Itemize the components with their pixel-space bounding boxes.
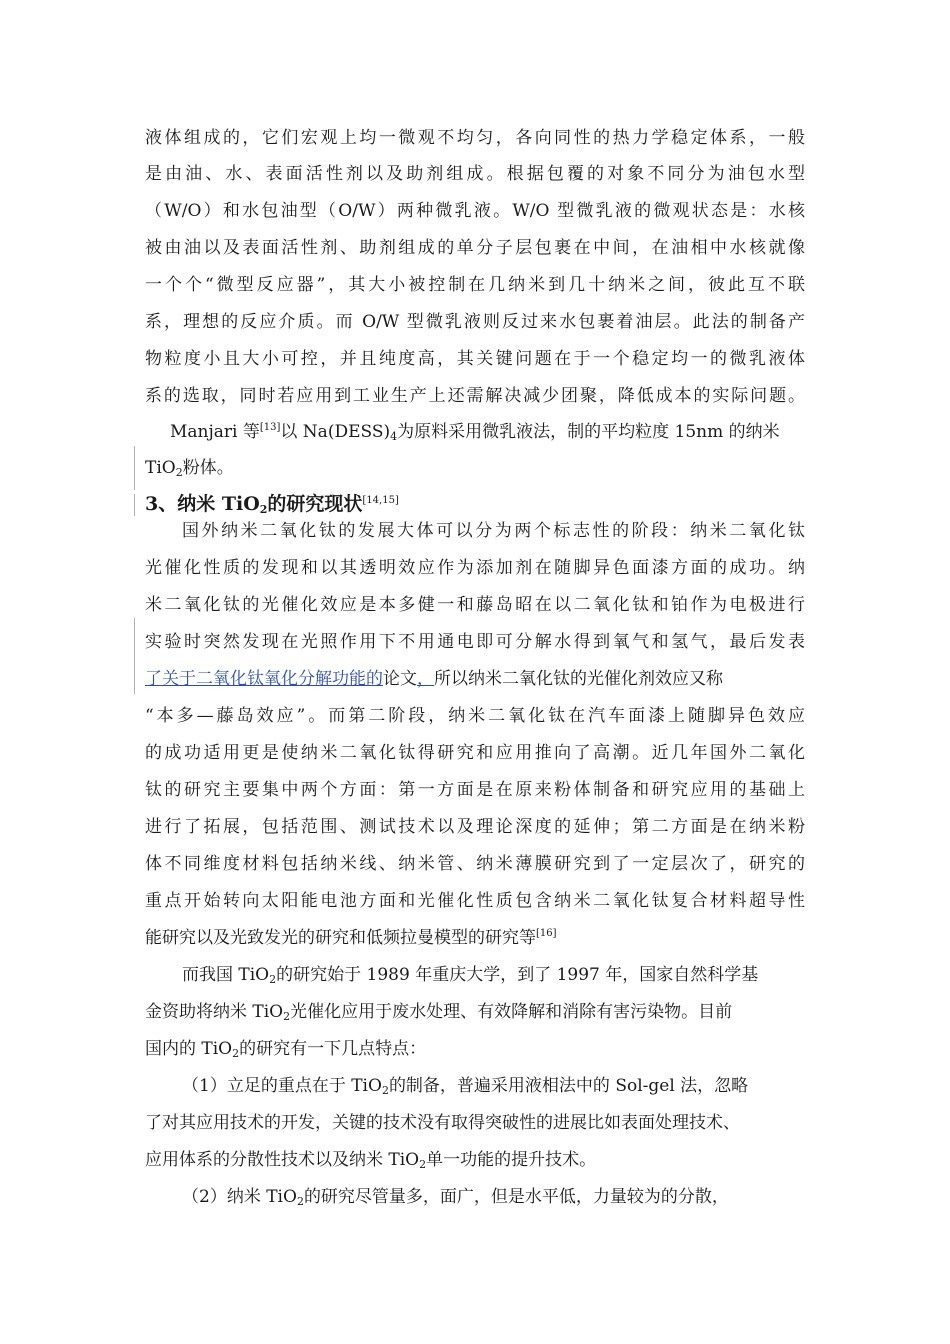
text-line [145, 457, 805, 479]
text-run: 为原料采用微乳液法，制的平均粒度 15nm 的纳米 [397, 422, 780, 442]
text-run: 能研究以及光致发光的研究和低频拉曼模型的研究等 [145, 928, 536, 948]
text-run: 论文 [383, 669, 417, 689]
citation-ref: [16] [536, 928, 557, 939]
text-line: 光催化性质的发现和以其透明效应作为添加剂在随脚异色面漆方面的成功。纳 [145, 558, 805, 578]
heading-text: 3、纳米 TiO [145, 493, 260, 515]
revision-bar [134, 446, 135, 490]
subscript: 2 [419, 1158, 427, 1171]
text-line [145, 668, 805, 690]
text-run: 光催化应用于废水处理、有效降解和消除有害污染物。目前 [290, 1002, 733, 1022]
text-run: Manjari 等 [170, 422, 260, 442]
text-line: 液体组成的，它们宏观上均一微观不均匀，各向同性的热力学稳定体系，一般 [145, 128, 805, 148]
text-line: 体不同维度材料包括纳米线、纳米管、纳米薄膜研究到了一定层次了，研究的 [145, 854, 805, 874]
text-line [170, 421, 805, 443]
tracked-change-link[interactable]: ， [417, 669, 434, 689]
subscript: 2 [259, 503, 268, 516]
text-run: 所以纳米二氧化钛的光催化剂效应又称 [434, 669, 723, 689]
text-run: 以 Na(DESS) [280, 422, 391, 442]
text-line [145, 1149, 805, 1171]
text-line: 系的选取，同时若应用到工业生产上还需解决减少团聚，降低成本的实际问题。 [145, 386, 805, 406]
text-line [145, 1038, 805, 1060]
text-line: 进行了拓展，包括范围、测试技术以及理论深度的延伸；第二方面是在纳米粉 [145, 817, 805, 837]
text-line [182, 1075, 805, 1097]
text-line [145, 927, 805, 949]
text-line: 实验时突然发现在光照作用下不用通电即可分解水得到氧气和氢气，最后发表 [145, 632, 805, 652]
text-run: 应用体系的分散性技术以及纳米 TiO [145, 1150, 420, 1170]
text-line: 是由油、水、表面活性剂以及助剂组成。根据包覆的对象不同分为油包水型 [145, 164, 805, 184]
subscript: 2 [296, 1195, 304, 1208]
revision-bar [134, 494, 135, 516]
text-line: “本多—藤岛效应”。而第二阶段，纳米二氧化钛在汽车面漆上随脚异色效应 [145, 706, 805, 726]
text-run: 国内的 TiO [145, 1039, 233, 1059]
text-run: 的制备，普遍采用液相法中的 Sol-gel 法，忽略 [388, 1076, 749, 1096]
tracked-change-link[interactable]: 了关于二氧化钛氧化分解功能的 [145, 669, 383, 689]
text-run: 单一功能的提升技术。 [426, 1150, 597, 1170]
text-line [145, 1001, 805, 1023]
subscript: 2 [381, 1084, 389, 1097]
subscript: 2 [175, 466, 183, 479]
text-run: 的研究有一下几点特点： [239, 1039, 427, 1059]
text-line: 钛的研究主要集中两个方面：第一方面是在原来粉体制备和研究应用的基础上 [145, 780, 805, 800]
citation-ref: [13] [259, 422, 281, 433]
text-line: 了对其应用技术的开发，关键的技术没有取得突破性的进展比如表面处理技术、 [145, 1113, 740, 1133]
text-run: 的研究尽管量多，面广，但是水平低，力量较为的分散， [303, 1187, 729, 1207]
text-line: 物粒度小且大小可控，并且纯度高，其关键问题在于一个稳定均一的微乳液体 [145, 349, 805, 369]
heading-text: 的研究现状 [267, 493, 363, 515]
text-line: 国外纳米二氧化钛的发展大体可以分为两个标志性的阶段：纳米二氧化钛 [182, 521, 805, 541]
text-line: 被由油以及表面活性剂、助剂组成的单分子层包裹在中间，在油相中水核就像 [145, 238, 805, 258]
text-line: 一个个“微型反应器”，其大小被控制在几纳米到几十纳米之间，彼此互不联 [145, 275, 805, 295]
text-run: 粉体。 [182, 458, 234, 478]
text-line: （W/O）和水包油型（O/W）两种微乳液。W/O 型微乳液的微观状态是：水核 [145, 201, 805, 221]
text-line: 系，理想的反应介质。而 O/W 型微乳液则反过来水包裹着油层。此法的制备产 [145, 312, 805, 332]
text-run: （2）纳米 TiO [182, 1187, 297, 1207]
citation-ref: [14,15] [362, 495, 399, 506]
text-run: 的研究始于 1989 年重庆大学，到了 1997 年，国家自然科学基 [276, 965, 759, 985]
text-run: 金资助将纳米 TiO [145, 1002, 284, 1022]
text-line: 的成功适用更是使纳米二氧化钛得研究和应用推向了高潮。近几年国外二氧化 [145, 743, 805, 763]
subscript: 2 [269, 973, 277, 986]
text-line: 米二氧化钛的光催化效应是本多健一和藤岛昭在以二氧化钛和铂作为电极进行 [145, 595, 805, 615]
subscript: 2 [232, 1047, 240, 1060]
text-line: 重点开始转向太阳能电池方面和光催化性质包含纳米二氧化钛复合材料超导性 [145, 891, 805, 911]
text-run: 而我国 TiO [182, 965, 270, 985]
text-line [182, 1186, 805, 1208]
text-line [182, 964, 805, 986]
subscript: 2 [283, 1010, 291, 1023]
subscript: 4 [390, 430, 398, 443]
section-heading [145, 492, 399, 516]
text-run: （1）立足的重点在于 TiO [182, 1076, 382, 1096]
text-run: TiO [145, 458, 176, 478]
revision-bar [134, 618, 135, 694]
